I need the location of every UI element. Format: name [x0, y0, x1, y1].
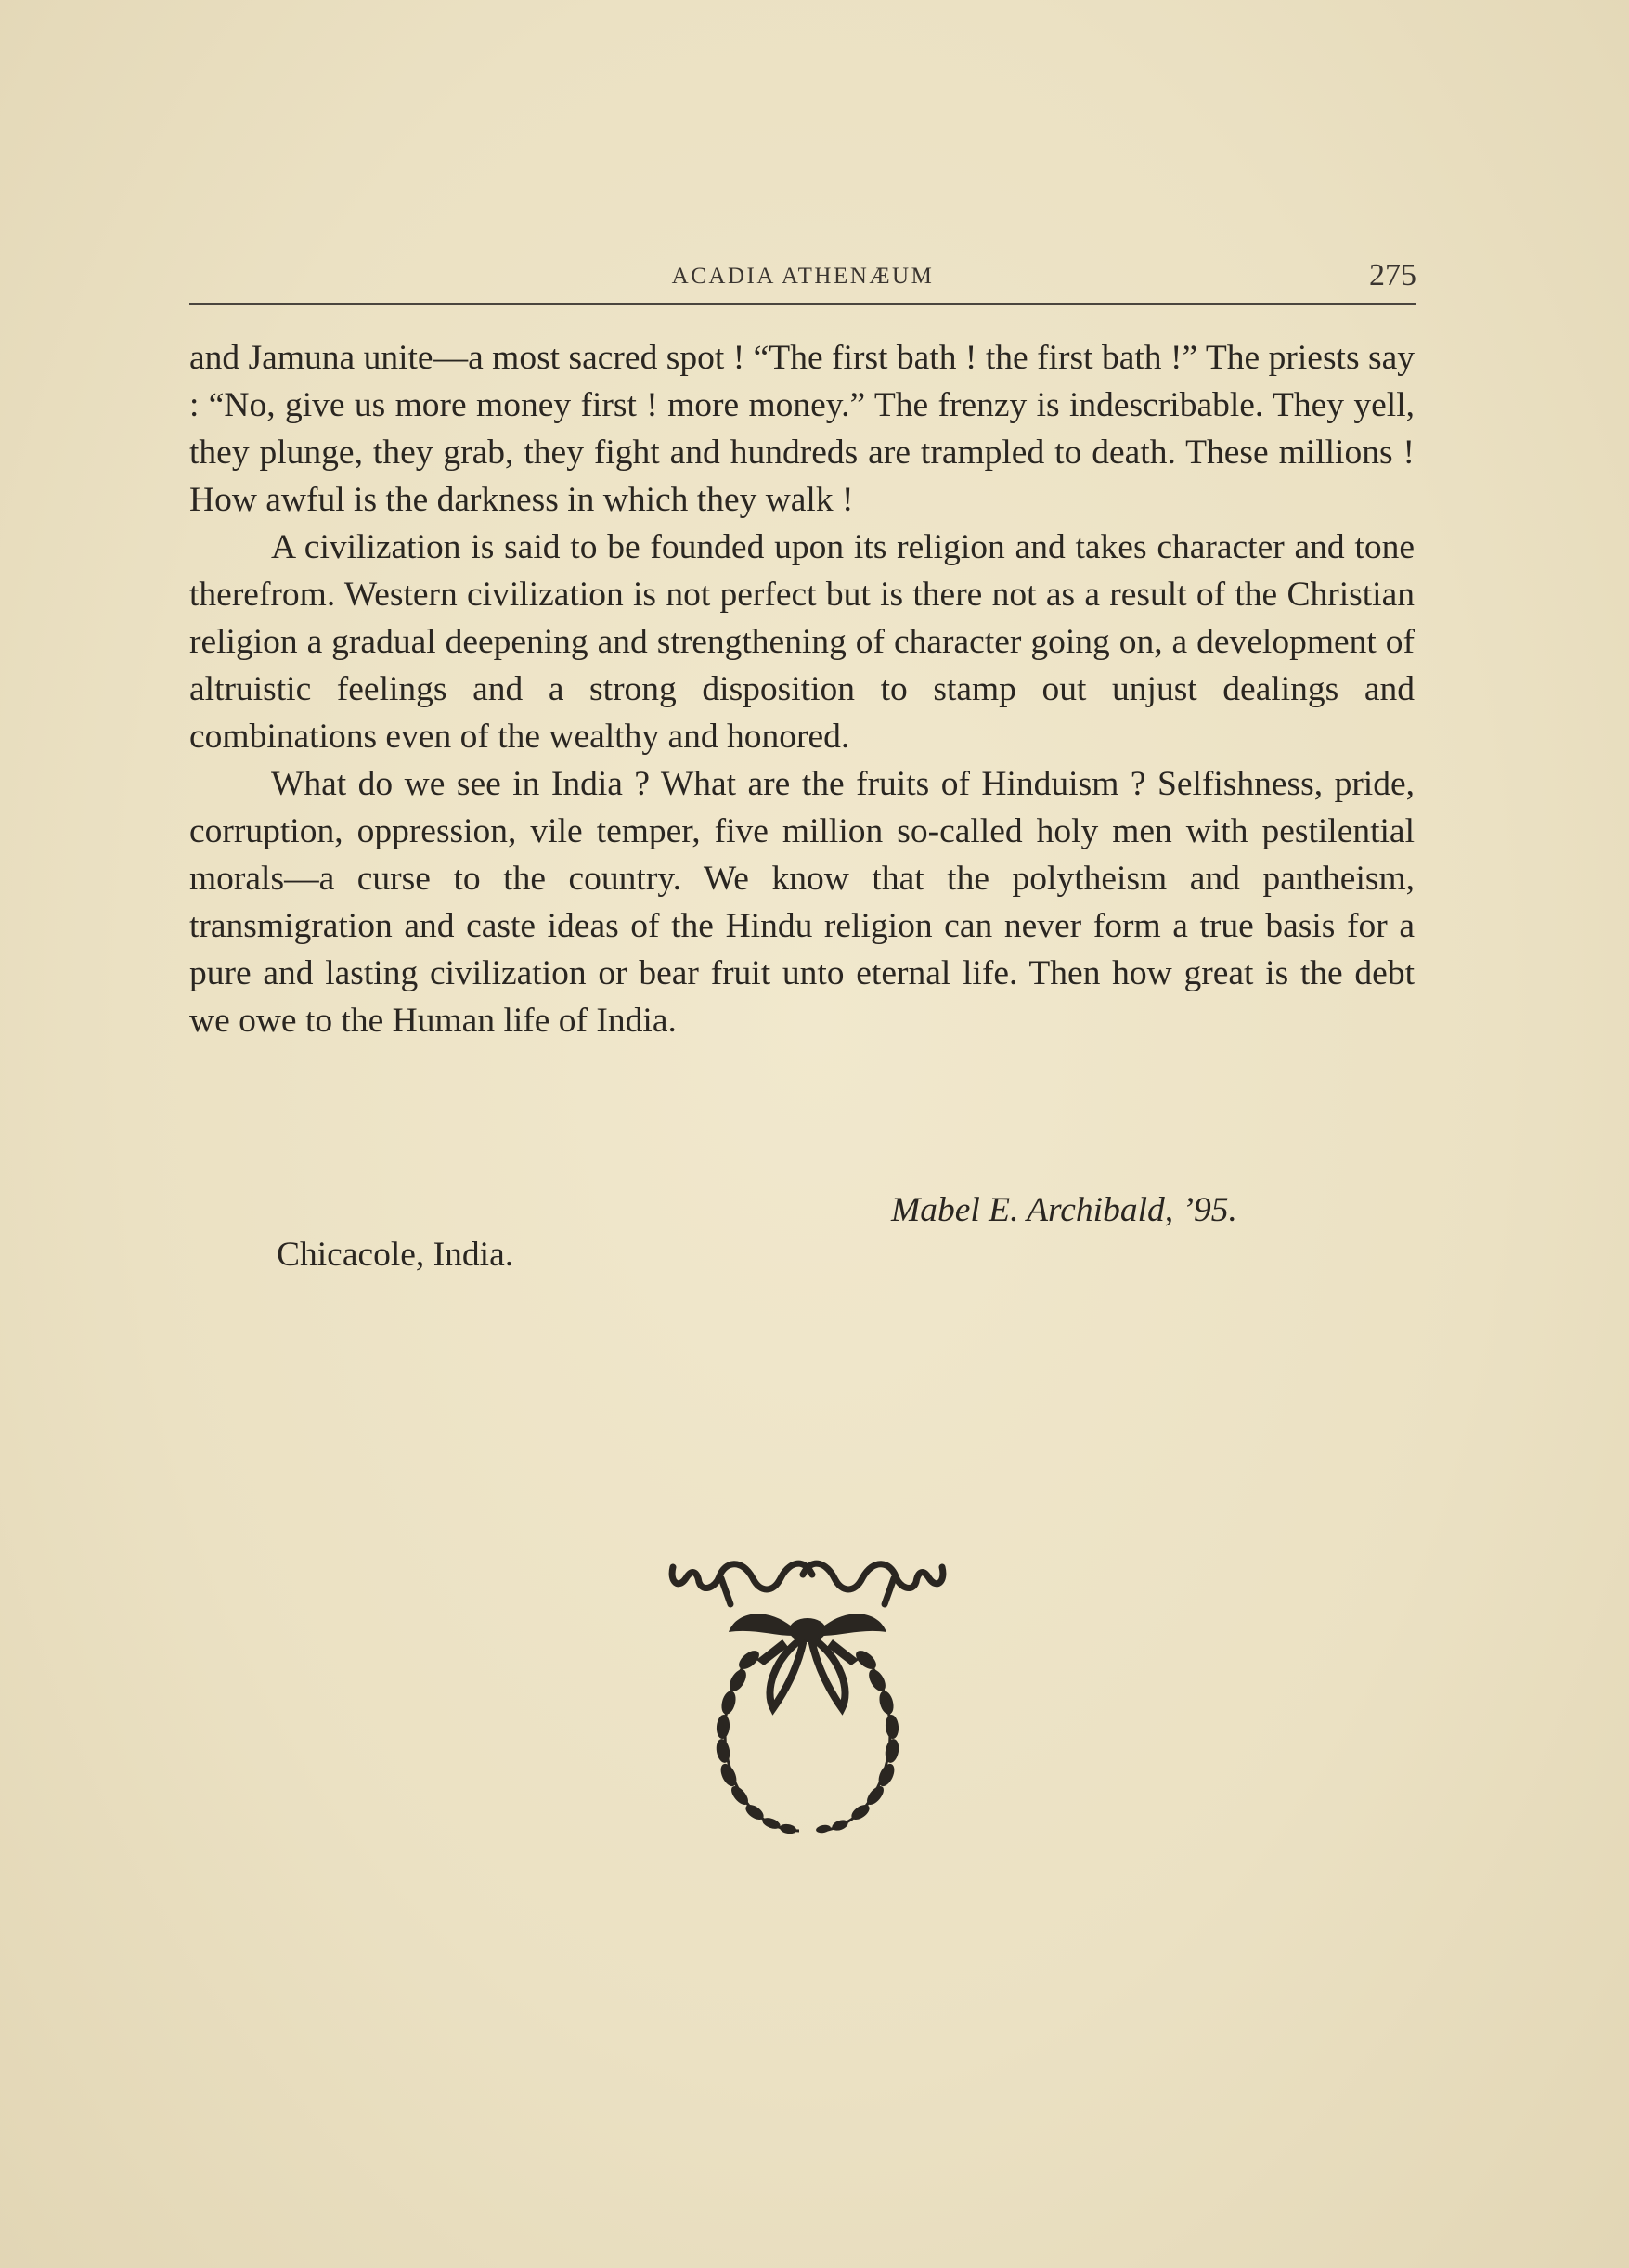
journal-title: ACADIA ATHENÆUM	[671, 264, 935, 289]
author-signature: Mabel E. Archibald, ’95.	[891, 1191, 1237, 1229]
dateline-place: Chicacole, India.	[277, 1236, 514, 1274]
wreath-ribbon-ornament-icon	[664, 1550, 951, 1857]
header-rule	[189, 303, 1416, 305]
paragraph-civilization: A civilization is said to be founded upon its religion and takes character and tone therefrom. Western civilization is not perfect but is there not as a result of the Christian religion a gradual deepening and strengthening of character going on, a development of altruistic feelings and a strong disposition to stamp out unjust dealings and combinations even of the wealthy and honored.	[189, 528, 1415, 756]
page-number: 275	[1369, 258, 1416, 292]
running-head	[189, 251, 1416, 310]
article-body	[189, 334, 1415, 1044]
paragraph-continued: and Jamuna unite—a most sacred spot ! “The first bath ! the first bath !” The priests say : “No, give us more money first ! more money.” The frenzy is indescribable. They yell, they plunge, they grab, they fight and hundreds are trampled to death. These millions ! How awful is the darkness in which they walk !	[189, 339, 1415, 519]
paragraph-india: What do we see in India ? What are the fruits of Hinduism ? Selfishness, pride, corruption, oppression, vile temper, five million so-called holy men with pestilential morals—a curse to the country. We know that the polytheism and pantheism, transmigration and caste ideas of the Hindu religion can never form a true basis for a pure and lasting civilization or bear fruit unto eternal life. Then how great is the debt we owe to the Human life of India.	[189, 765, 1415, 1040]
